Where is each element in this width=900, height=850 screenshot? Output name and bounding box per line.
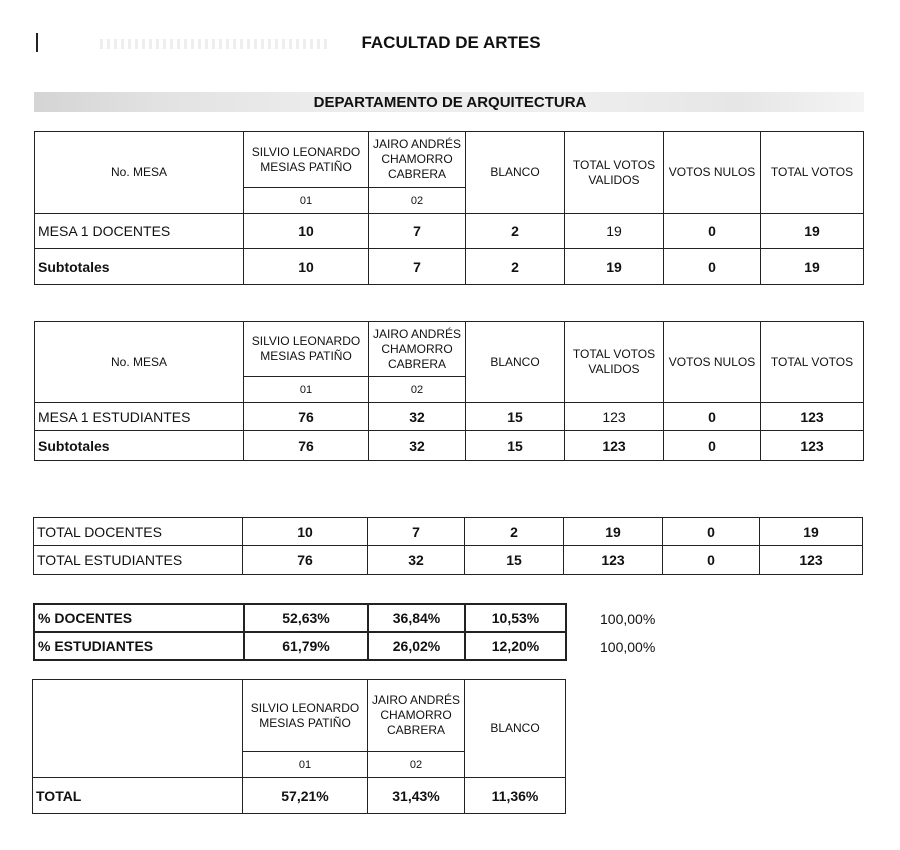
cell-total: 19 <box>761 214 864 249</box>
cell-validos: 19 <box>565 214 664 249</box>
row-label: % ESTUDIANTES <box>34 632 244 660</box>
cell-validos: 123 <box>565 403 664 431</box>
row-label: % DOCENTES <box>34 604 244 632</box>
cell-candidate-1: 61,79% <box>244 632 368 660</box>
header-nulos: VOTOS NULOS <box>664 132 761 214</box>
candidate-2-number: 02 <box>368 752 465 778</box>
cell-candidate-2: 7 <box>368 518 465 546</box>
cell-total: 123 <box>761 403 864 431</box>
cell-blanco: 11,36% <box>465 778 566 814</box>
estudiantes-table <box>34 321 864 461</box>
cell-candidate-1: 76 <box>243 546 368 575</box>
header-candidate-1: SILVIO LEONARDO MESIAS PATIÑO <box>244 132 369 188</box>
cell-blanco: 10,53% <box>465 604 566 632</box>
docentes-sum: 100,00% <box>600 611 656 627</box>
header-validos: TOTAL VOTOS VALIDOS <box>565 132 664 214</box>
subtotal-row <box>35 249 864 285</box>
cell-nulos: 0 <box>664 403 761 431</box>
cell-candidate-1: 76 <box>244 431 369 461</box>
cell-candidate-2: 31,43% <box>368 778 465 814</box>
table-row <box>35 214 864 249</box>
cell-candidate-2: 7 <box>369 214 466 249</box>
cell-nulos: 0 <box>664 214 761 249</box>
cell-total: 19 <box>760 518 863 546</box>
cell-candidate-2: 32 <box>369 403 466 431</box>
header-blanco: BLANCO <box>466 322 565 403</box>
cell-candidate-1: 10 <box>244 214 369 249</box>
header-validos: TOTAL VOTOS VALIDOS <box>565 322 664 403</box>
cell-nulos: 0 <box>664 249 761 285</box>
totals-table <box>33 517 863 575</box>
candidate-2-number: 02 <box>369 377 466 403</box>
table-row <box>33 778 566 814</box>
row-label: TOTAL ESTUDIANTES <box>34 546 243 575</box>
cell-blanco: 2 <box>466 249 565 285</box>
row-label: MESA 1 DOCENTES <box>35 214 244 249</box>
cell-validos: 19 <box>565 249 664 285</box>
header-total: TOTAL VOTOS <box>761 132 864 214</box>
table-row <box>34 518 863 546</box>
blank-corner <box>33 680 243 778</box>
header-blanco: BLANCO <box>465 680 566 778</box>
candidate-1-number: 01 <box>244 188 369 214</box>
row-label: TOTAL DOCENTES <box>34 518 243 546</box>
cell-nulos: 0 <box>663 546 760 575</box>
cell-validos: 123 <box>565 431 664 461</box>
cell-total: 19 <box>761 249 864 285</box>
row-label: MESA 1 ESTUDIANTES <box>35 403 244 431</box>
cell-candidate-1: 52,63% <box>244 604 368 632</box>
cell-candidate-2: 32 <box>368 546 465 575</box>
cell-validos: 19 <box>564 518 663 546</box>
header-mesa: No. MESA <box>35 132 244 214</box>
subtotal-label: Subtotales <box>35 431 244 461</box>
table-row <box>34 546 863 575</box>
header-nulos: VOTOS NULOS <box>664 322 761 403</box>
header-candidate-2: JAIRO ANDRÉS CHAMORRO CABRERA <box>368 680 465 752</box>
cell-candidate-2: 36,84% <box>368 604 465 632</box>
percentages-table <box>33 603 567 661</box>
header-candidate-2: JAIRO ANDRÉS CHAMORRO CABRERA <box>369 132 466 188</box>
cell-candidate-1: 76 <box>244 403 369 431</box>
table-row <box>34 632 566 660</box>
cell-blanco: 15 <box>465 546 564 575</box>
cell-validos: 123 <box>564 546 663 575</box>
final-total-table <box>32 679 566 814</box>
header-blanco: BLANCO <box>466 132 565 214</box>
header-candidate-1: SILVIO LEONARDO MESIAS PATIÑO <box>244 322 369 377</box>
table-row <box>34 604 566 632</box>
cell-candidate-1: 57,21% <box>243 778 368 814</box>
cell-blanco: 2 <box>465 518 564 546</box>
cell-candidate-2: 26,02% <box>368 632 465 660</box>
subtotal-label: Subtotales <box>35 249 244 285</box>
candidate-1-number: 01 <box>244 377 369 403</box>
candidate-1-number: 01 <box>243 752 368 778</box>
cell-blanco: 15 <box>466 403 565 431</box>
header-mesa: No. MESA <box>35 322 244 403</box>
cell-candidate-2: 32 <box>369 431 466 461</box>
cell-nulos: 0 <box>663 518 760 546</box>
header-total: TOTAL VOTOS <box>761 322 864 403</box>
estudiantes-sum: 100,00% <box>600 639 656 655</box>
cell-blanco: 15 <box>466 431 565 461</box>
table-row <box>35 403 864 431</box>
cell-candidate-1: 10 <box>244 249 369 285</box>
cell-total: 123 <box>760 546 863 575</box>
faculty-title-text: FACULTAD DE ARTES <box>361 33 541 52</box>
cell-total: 123 <box>761 431 864 461</box>
docentes-table <box>34 131 864 285</box>
header-candidate-2: JAIRO ANDRÉS CHAMORRO CABRERA <box>369 322 466 377</box>
cell-candidate-2: 7 <box>369 249 466 285</box>
subtotal-row <box>35 431 864 461</box>
cell-candidate-1: 10 <box>243 518 368 546</box>
cell-nulos: 0 <box>664 431 761 461</box>
cell-blanco: 12,20% <box>465 632 566 660</box>
header-candidate-1: SILVIO LEONARDO MESIAS PATIÑO <box>243 680 368 752</box>
cell-blanco: 2 <box>466 214 565 249</box>
row-label: TOTAL <box>33 778 243 814</box>
department-title: DEPARTAMENTO DE ARQUITECTURA <box>313 94 587 111</box>
faculty-title <box>0 33 900 53</box>
candidate-2-number: 02 <box>369 188 466 214</box>
